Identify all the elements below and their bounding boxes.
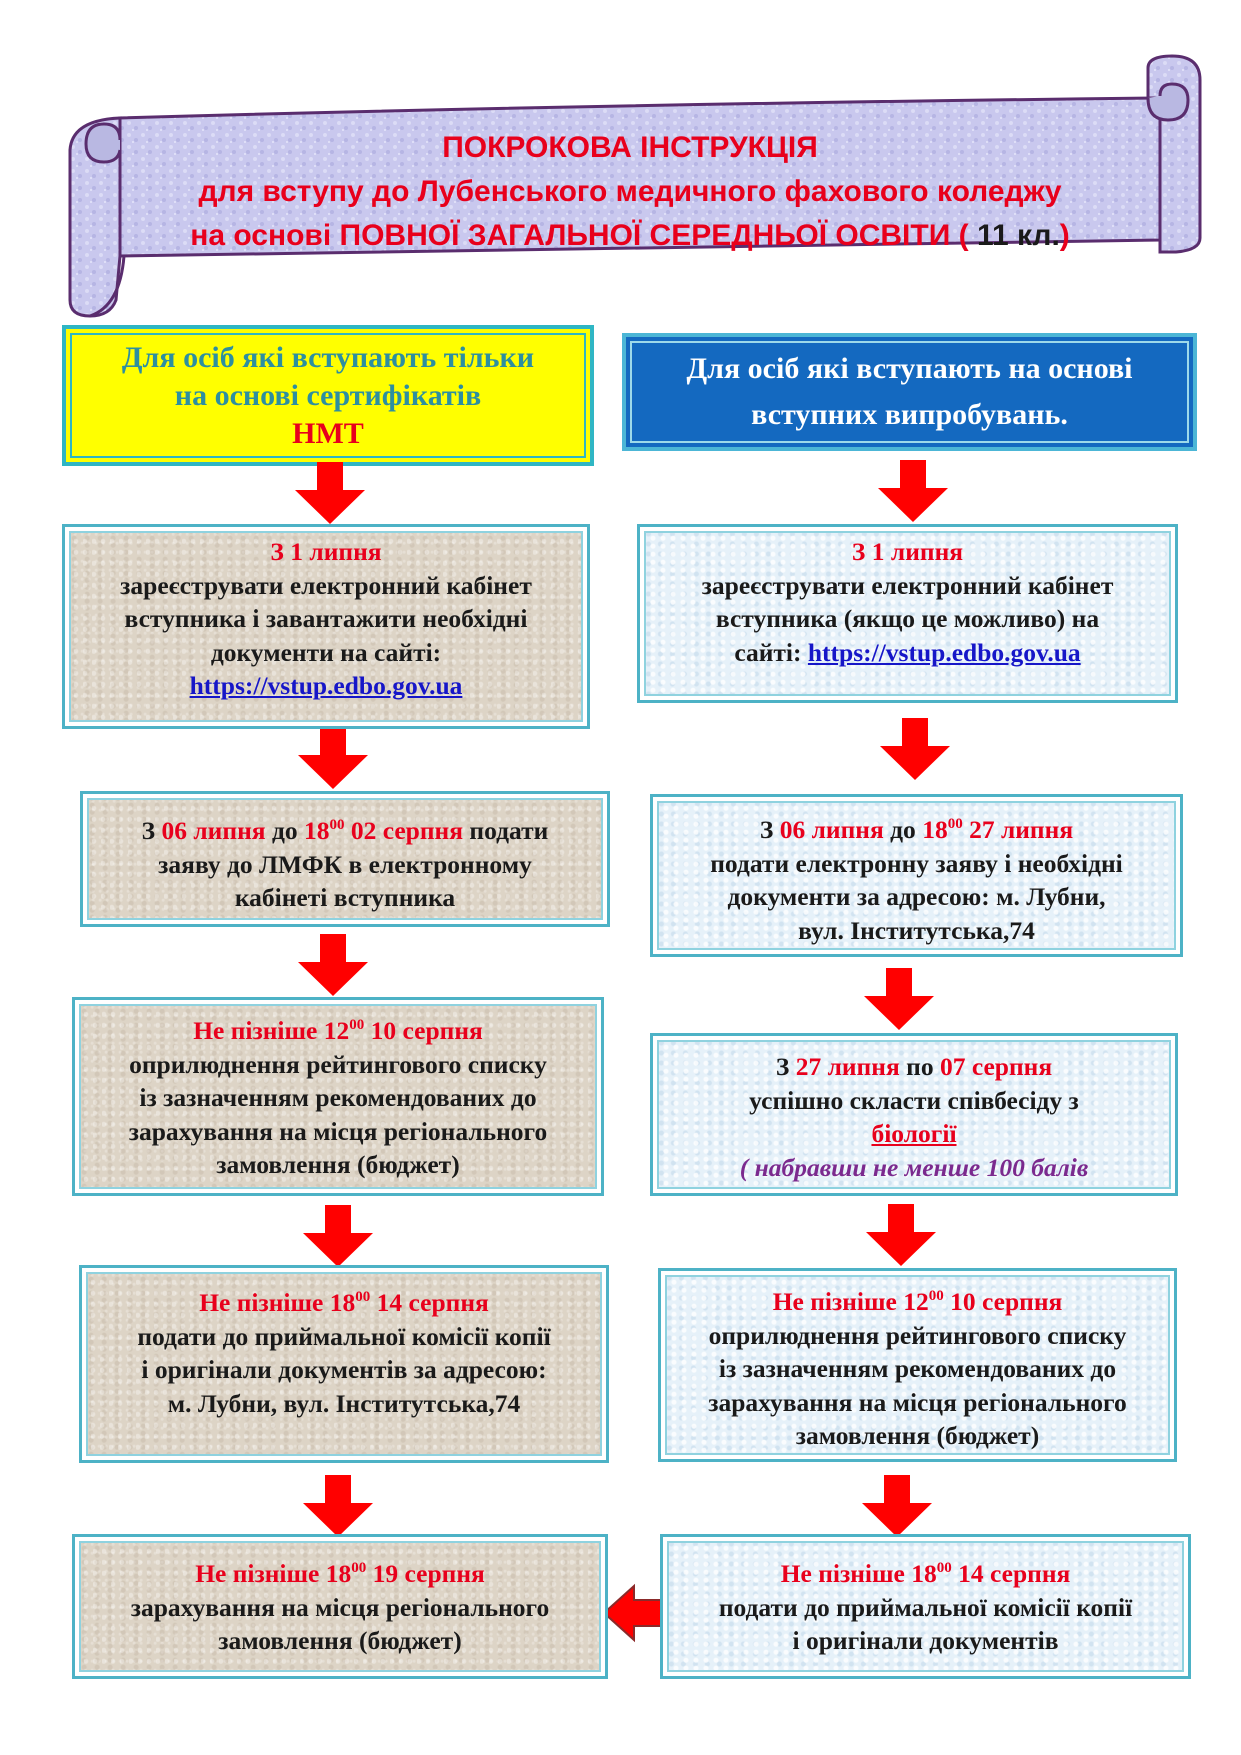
left-step-5-line-1: зарахування на місця регіонального [130, 1592, 550, 1622]
left-step-3 [72, 997, 604, 1196]
right-step-1-line-1: зареєструвати електронний кабінет [701, 570, 1114, 600]
left-step-2-start-date: 06 липня [161, 816, 266, 845]
right-step-3-note: ( набравши не менше 100 балів [739, 1152, 1089, 1182]
right-step-1-line-2: вступника (якщо це можливо) на [715, 604, 1100, 633]
left-step-5-deadline-b: 19 серпня [366, 1559, 485, 1588]
left-header-line-3: НМТ [292, 416, 364, 450]
right-step-2-end-date: 27 липня [962, 815, 1074, 844]
right-step-4 [658, 1268, 1177, 1462]
left-step-1-line-3: документи на сайті: [210, 637, 442, 667]
left-step-1 [62, 524, 590, 729]
right-step-1 [637, 524, 1178, 703]
left-step-3-line-3: зарахування на місця регіонального [128, 1116, 548, 1146]
left-step-2 [80, 791, 610, 927]
right-step-3-subject: біології [871, 1119, 957, 1148]
left-header-line-2: на основі сертифікатів [174, 378, 482, 412]
right-step-5-line-1: подати до приймальної комісії копії [718, 1592, 1133, 1622]
left-step-3-deadline-sup: 00 [349, 1017, 365, 1033]
arrow-down-icon [303, 1205, 373, 1267]
right-step-5-deadline-a: Не пізніше 18 [780, 1559, 937, 1588]
right-step-3-to: по [899, 1052, 940, 1081]
right-step-5-deadline-sup: 00 [936, 1560, 952, 1576]
title-line-2 [130, 170, 1130, 214]
left-step-5 [72, 1534, 608, 1679]
right-step-2-prefix: З [759, 815, 780, 844]
right-step-3 [650, 1033, 1178, 1196]
left-step-4-deadline-b: 14 серпня [370, 1288, 489, 1317]
left-step-3-deadline [89, 1014, 587, 1048]
left-step-5-line-2: замовлення (бюджет) [218, 1626, 462, 1655]
right-header-line-1: Для осіб які вступають на основі [686, 352, 1133, 385]
arrow-down-icon [880, 718, 950, 780]
right-step-5-deadline-b: 14 серпня [951, 1559, 1071, 1588]
right-step-3-start-date: 27 липня [795, 1052, 900, 1081]
right-step-2-line-2: документи за адресою: м. Лубни, [727, 882, 1106, 911]
left-step-4-line-2: і оригінали документів за адресою: [141, 1355, 547, 1384]
left-step-3-deadline-a: Не пізніше 12 [193, 1016, 350, 1045]
title-caps: ПОВНОЇ ЗАГАЛЬНОЇ СЕРЕДНЬОЇ ОСВІТИ [339, 219, 951, 252]
arrow-down-icon [298, 727, 368, 789]
left-step-1-line-1: зареєструвати електронний кабінет [120, 570, 532, 600]
left-step-3-line-2: із зазначенням рекомендованих до [139, 1083, 537, 1112]
left-step-2-action: подати [463, 816, 549, 845]
title-line-1: ПОКРОКОВА ІНСТРУКЦІЯ [442, 131, 818, 164]
left-step-4-line-3: м. Лубни, вул. Інститутська,74 [167, 1388, 521, 1418]
left-header-line-1: Для осіб які вступають тільки [121, 340, 535, 374]
right-step-1-date: З 1 липня [851, 537, 964, 566]
title-close-paren: ) [1059, 219, 1070, 252]
left-step-4-deadline [96, 1286, 592, 1320]
right-step-4-line-4: замовлення (бюджет) [795, 1421, 1040, 1450]
left-step-5-deadline [89, 1557, 591, 1591]
left-step-2-time: 18 [303, 816, 330, 845]
left-step-2-line-1 [97, 814, 593, 848]
left-step-1-line-2: вступника і завантажити необхідні [124, 604, 528, 633]
title-grade: 11 кл. [976, 219, 1060, 252]
title-line-2-text: для вступу до Лубенського медичного фахового коледжу [198, 175, 1062, 208]
right-step-4-deadline-b: 10 серпня [943, 1287, 1063, 1316]
left-step-1-date: З 1 липня [270, 537, 382, 566]
left-step-4-deadline-sup: 00 [355, 1289, 371, 1305]
right-step-2 [650, 794, 1183, 957]
right-step-4-line-3: зарахування на місця регіонального [708, 1387, 1127, 1417]
right-step-4-deadline-a: Не пізніше 12 [772, 1287, 929, 1316]
arrow-down-icon [295, 462, 365, 524]
left-step-2-to: до [265, 816, 304, 845]
arrow-down-icon [298, 934, 368, 996]
right-step-5-deadline [677, 1557, 1174, 1591]
left-step-4 [79, 1265, 609, 1463]
right-step-5 [660, 1534, 1191, 1679]
right-step-2-line-0 [667, 813, 1166, 847]
left-step-5-deadline-a: Не пізніше 18 [195, 1559, 352, 1588]
left-column-header [62, 325, 594, 466]
left-step-1-link[interactable]: https://vstup.edbo.gov.ua [189, 671, 463, 700]
title-prefix: на основі [190, 219, 340, 252]
right-step-4-deadline [675, 1285, 1160, 1319]
arrow-down-icon [303, 1475, 373, 1537]
left-step-3-line-1: оприлюднення рейтингового списку [129, 1049, 547, 1079]
left-step-2-prefix: З [141, 816, 162, 845]
right-step-2-start-date: 06 липня [779, 815, 884, 844]
title-line-3 [130, 214, 1130, 258]
left-step-2-line-3: кабінеті вступника [234, 883, 456, 912]
left-step-3-deadline-b: 10 серпня [364, 1016, 483, 1045]
arrow-down-icon [878, 460, 948, 522]
right-step-1-site-label: сайті: [734, 637, 808, 667]
left-step-3-line-4: замовлення (бюджет) [216, 1150, 460, 1179]
left-step-4-deadline-a: Не пізніше 18 [199, 1288, 356, 1317]
right-step-2-line-3: вул. Інститутська,74 [798, 915, 1035, 945]
right-step-2-to: до [883, 815, 923, 844]
left-step-5-deadline-sup: 00 [351, 1560, 367, 1576]
right-step-4-line-1: оприлюднення рейтингового списку [708, 1320, 1127, 1350]
right-step-3-prefix: З [775, 1052, 796, 1081]
left-step-2-time-sup: 00 [329, 817, 345, 833]
right-step-3-line-0 [667, 1050, 1161, 1084]
arrow-left-icon [604, 1582, 668, 1644]
left-step-2-line-2: заяву до ЛМФК в електронному [158, 849, 532, 879]
right-step-1-link[interactable]: https://vstup.edbo.gov.ua [807, 637, 1081, 667]
arrow-down-icon [866, 1204, 936, 1266]
right-step-4-line-2: із зазначенням рекомендованих до [718, 1354, 1117, 1383]
right-step-1-line-3 [654, 636, 1161, 670]
right-step-4-deadline-sup: 00 [928, 1288, 944, 1304]
arrow-down-icon [864, 968, 934, 1030]
right-step-3-end-date: 07 серпня [939, 1052, 1053, 1081]
left-step-4-line-1: подати до приймальної комісії копії [137, 1321, 551, 1351]
arrow-down-icon [862, 1475, 932, 1537]
left-step-2-end-date: 02 серпня [344, 816, 464, 845]
right-step-3-line-1: успішно скласти співбесіду з [749, 1085, 1079, 1115]
right-step-2-line-1: подати електронну заяву і необхідні [710, 848, 1123, 878]
title-open-paren: ( [950, 219, 977, 252]
right-header-line-2: вступних випробувань. [751, 398, 1068, 431]
right-column-header [622, 333, 1197, 451]
right-step-5-line-2: і оригінали документів [792, 1626, 1059, 1655]
right-step-2-time-sup: 00 [947, 816, 963, 832]
page-title [130, 126, 1130, 258]
right-step-2-time: 18 [922, 815, 948, 844]
